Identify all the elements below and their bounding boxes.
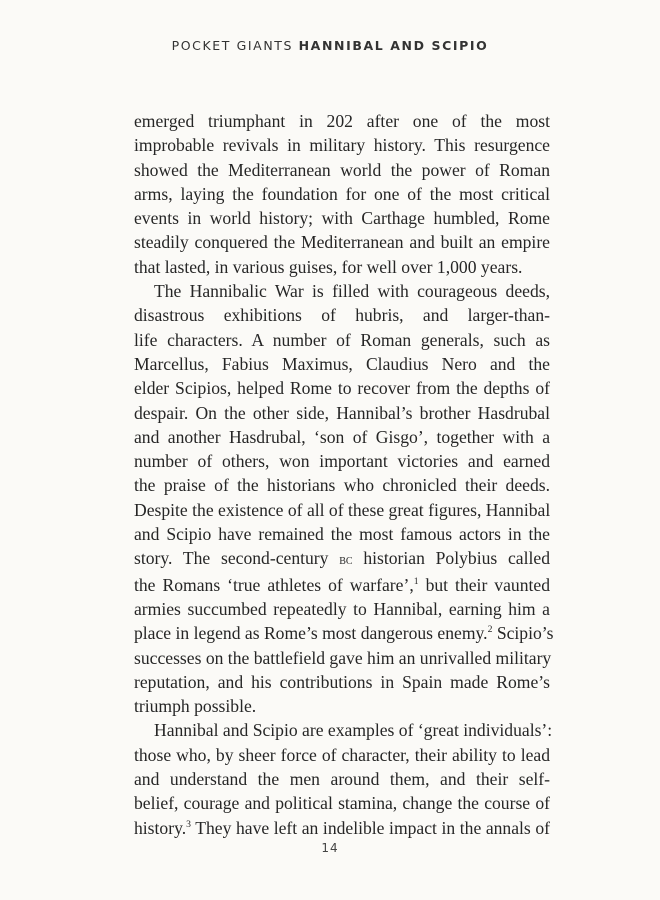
text-line: number of others, won important victories and earned (134, 451, 550, 472)
text-line (134, 573, 550, 597)
paragraph-2 (134, 279, 554, 718)
series-name: POCKET GIANTS (171, 38, 294, 53)
text-run: the Romans ‘true athletes of warfare’, (134, 574, 414, 595)
footnote-ref-1[interactable]: 1 (413, 575, 419, 587)
text-line: Marcellus, Fabius Maximus, Claudius Nero and the (134, 353, 550, 374)
text-line (134, 621, 554, 645)
book-title: HANNIBAL AND SCIPIO (298, 38, 489, 53)
running-head (0, 38, 660, 53)
text-line: reputation, and his contributions in Spain made Rome’s (134, 671, 550, 692)
era-abbreviation: bc (339, 552, 353, 569)
text-line: and Scipio have remained the most famous actors in the (134, 524, 550, 545)
text-run: historian Polybius called (352, 548, 550, 569)
text-line: despair. On the other side, Hannibal’s brother Hasdrubal (134, 402, 550, 423)
body-text (134, 109, 554, 840)
text-line (134, 546, 550, 572)
text-line: armies succumbed repeatedly to Hannibal, earning him a (134, 598, 550, 619)
text-run: Scipio’s (492, 623, 554, 644)
text-run: place in legend as Rome’s most dangerous enemy. (134, 623, 488, 644)
text-line: those who, by sheer force of character, their ability to lead (134, 744, 550, 765)
text-line: Despite the existence of all of these great figures, Hannibal (134, 499, 551, 520)
page-number: 14 (321, 841, 339, 855)
text-run: but their vaunted (418, 574, 550, 595)
text-line: successes on the battlefield gave him an unrivalled military (134, 647, 552, 668)
text-line: disastrous exhibitions of hubris, and larger-than- (134, 305, 550, 326)
text-line: and understand the men around them, and their self- (134, 769, 550, 790)
text-line: that lasted, in various guises, for well over 1,000 years. (134, 256, 523, 277)
text-run: history. (134, 817, 187, 838)
text-line: showed the Mediterranean world the power of Roman (134, 159, 550, 180)
text-line: arms, laying the foundation for one of the most critical (134, 183, 550, 204)
text-line: The Hannibalic War is filled with courageous deeds, (154, 281, 550, 302)
text-run: story. The second-century (134, 548, 340, 569)
text-run: They have left an indelible impact in the annals of (190, 817, 550, 838)
text-line: Hannibal and Scipio are examples of ‘great individuals’: (154, 720, 553, 741)
text-line: improbable revivals in military history. This resurgence (134, 135, 550, 156)
text-line: the praise of the historians who chronicled their deeds. (134, 475, 550, 496)
text-line: elder Scipios, helped Rome to recover from the depths of (134, 378, 550, 399)
paragraph-1 (134, 109, 550, 279)
text-line: emerged triumphant in 202 after one of the most (134, 111, 550, 131)
text-line (134, 816, 550, 840)
footnote-ref-3[interactable]: 3 (186, 818, 191, 830)
footnote-ref-2[interactable]: 2 (487, 624, 493, 636)
text-line: and another Hasdrubal, ‘son of Gisgo’, together with a (134, 426, 550, 447)
text-line: events in world history; with Carthage humbled, Rome (134, 208, 550, 229)
text-line: triumph possible. (134, 696, 257, 717)
text-line: life characters. A number of Roman generals, such as (134, 329, 550, 350)
paragraph-3 (134, 718, 553, 839)
text-line: belief, courage and political stamina, change the course of (134, 793, 550, 814)
text-line: steadily conquered the Mediterranean and built an empire (134, 232, 550, 253)
